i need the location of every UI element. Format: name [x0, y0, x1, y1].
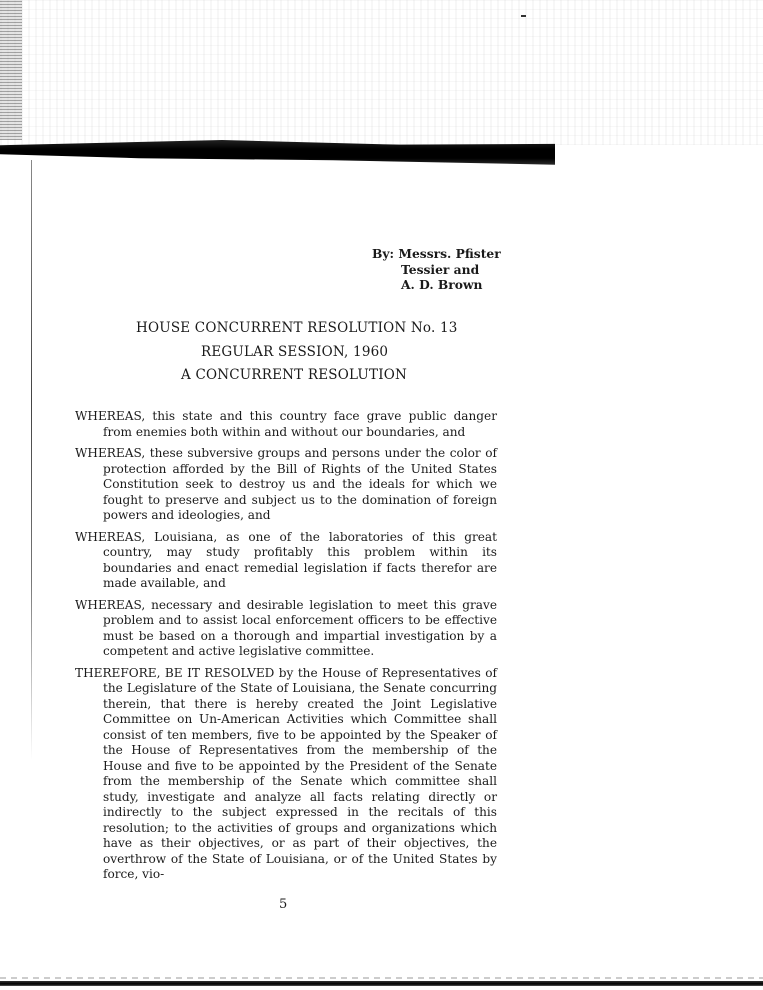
resolution-body: [75, 409, 497, 889]
scan-artifact-header: [0, 0, 763, 145]
scan-speck: [521, 15, 526, 17]
scan-artifact-left-edge: [0, 0, 22, 140]
scan-black-band-bottom: [0, 981, 763, 986]
scan-artifact-bottom-dashes: [0, 977, 763, 979]
scan-margin-line: [31, 160, 32, 760]
resolved-clause: THEREFORE, BE IT RESOLVED by the House of Representatives of the Legislature of the State of Louisiana, the Senate concurring therein, that there is hereby created the Joint Legislative Committee on Un-American Activities which Committee shall consist of ten members, five to be appointed by the Speaker of the House of Representatives from the membership of the House and five to be appointed by the President of the Senate from the membership of the Senate which committee shall study, investigate and analyze all facts relating directly or indirectly to the subject expressed in the recitals of this resolution; to the activities of groups and organizations which have as their objectives, or as part of their objectives, the overthrow of the State of Louisiana, or of the United States by force, vio-: [75, 665, 497, 881]
page-number: 5: [279, 897, 288, 912]
whereas-clause-3: WHEREAS, Louisiana, as one of the laboratories of this great country, may study profitably this problem within its boundaries and enact remedial legislation if facts therefor are made available, and: [75, 529, 497, 590]
whereas-clause-4: WHEREAS, necessary and desirable legislation to meet this grave problem and to assist local enforcement officers to be effective must be based on a thorough and impartial investigation by a competent and active legislative committee.: [75, 597, 497, 658]
sponsor-line-3: A. D. Brown: [401, 277, 483, 292]
resolution-type-heading: A CONCURRENT RESOLUTION: [181, 367, 408, 383]
sponsor-line-2: Tessier and: [401, 261, 480, 277]
sponsor-block: [372, 246, 501, 293]
session-heading: REGULAR SESSION, 1960: [201, 344, 389, 360]
whereas-clause-2: WHEREAS, these subversive groups and persons under the color of protection afforded by the Bill of Rights of the United States Constitution seek to destroy us and the ideals for which we fought to preserve and subject us to the domination of foreign powers and ideologies, and: [75, 446, 497, 522]
whereas-clause-1: WHEREAS, this state and this country face grave public danger from enemies both within and without our boundaries, and: [75, 409, 497, 439]
resolution-title: HOUSE CONCURRENT RESOLUTION No. 13: [136, 320, 458, 336]
sponsor-line-1: By: Messrs. Pfister: [372, 246, 501, 261]
